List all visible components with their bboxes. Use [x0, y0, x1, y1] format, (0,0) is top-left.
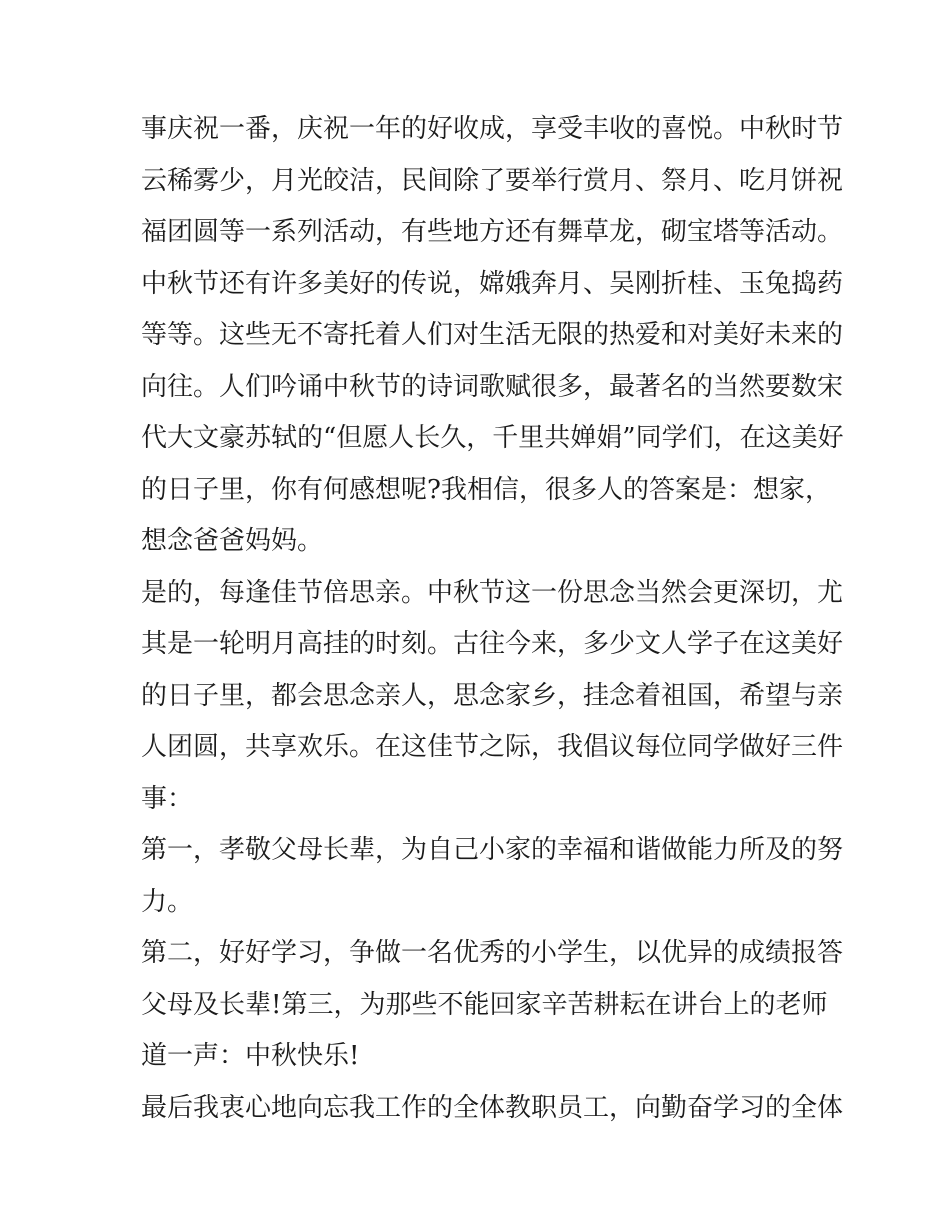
text-line: 的日子里，都会思念亲人，思念家乡，挂念着祖国，希望与亲: [141, 680, 844, 711]
text-line: 其是一轮明月高挂的时刻。古往今来，多少文人学子在这美好: [141, 629, 844, 659]
text-line: 是的，每逢佳节倍思亲。中秋节这一份思念当然会更深切，尤: [141, 577, 844, 608]
text-line: 第二，好好学习，争做一名优秀的小学生，以优异的成绩报答: [141, 938, 844, 968]
text-line: 事：: [141, 783, 194, 814]
text-line: 中秋节还有许多美好的传说，嫦娥奔月、吴刚折桂、玉兔捣药: [141, 268, 844, 299]
document-body: [141, 104, 844, 1134]
text-line: 云稀雾少，月光皎洁，民间除了要举行赏月、祭月、吃月饼祝: [141, 165, 844, 196]
text-line: 力。: [141, 886, 194, 917]
text-line: 的日子里，你有何感想呢?我相信，很多人的答案是：想家，: [141, 474, 831, 505]
text-line: 向往。人们吟诵中秋节的诗词歌赋很多，最著名的当然要数宋: [141, 371, 844, 402]
text-line: 代大文豪苏轼的“但愿人长久，千里共婵娟”同学们，在这美好: [141, 423, 844, 453]
text-line: 第一，孝敬父母长辈，为自己小家的幸福和谐做能力所及的努: [141, 835, 844, 865]
text-line: 道一声：中秋快乐!: [141, 1041, 360, 1071]
text-line: 父母及长辈!第三，为那些不能回家辛苦耕耘在讲台上的老师: [141, 989, 828, 1020]
text-line: 想念爸爸妈妈。: [141, 526, 324, 556]
text-line: 福团圆等一系列活动，有些地方还有舞草龙，砌宝塔等活动。: [141, 217, 844, 247]
text-line: 等等。这些无不寄托着人们对生活无限的热爱和对美好未来的: [141, 320, 844, 350]
text-line: 人团圆，共享欢乐。在这佳节之际，我倡议每位同学做好三件: [141, 732, 844, 762]
text-line: 最后我衷心地向忘我工作的全体教职员工，向勤奋学习的全体: [141, 1092, 844, 1123]
text-line: 事庆祝一番，庆祝一年的好收成，享受丰收的喜悦。中秋时节: [141, 114, 844, 144]
